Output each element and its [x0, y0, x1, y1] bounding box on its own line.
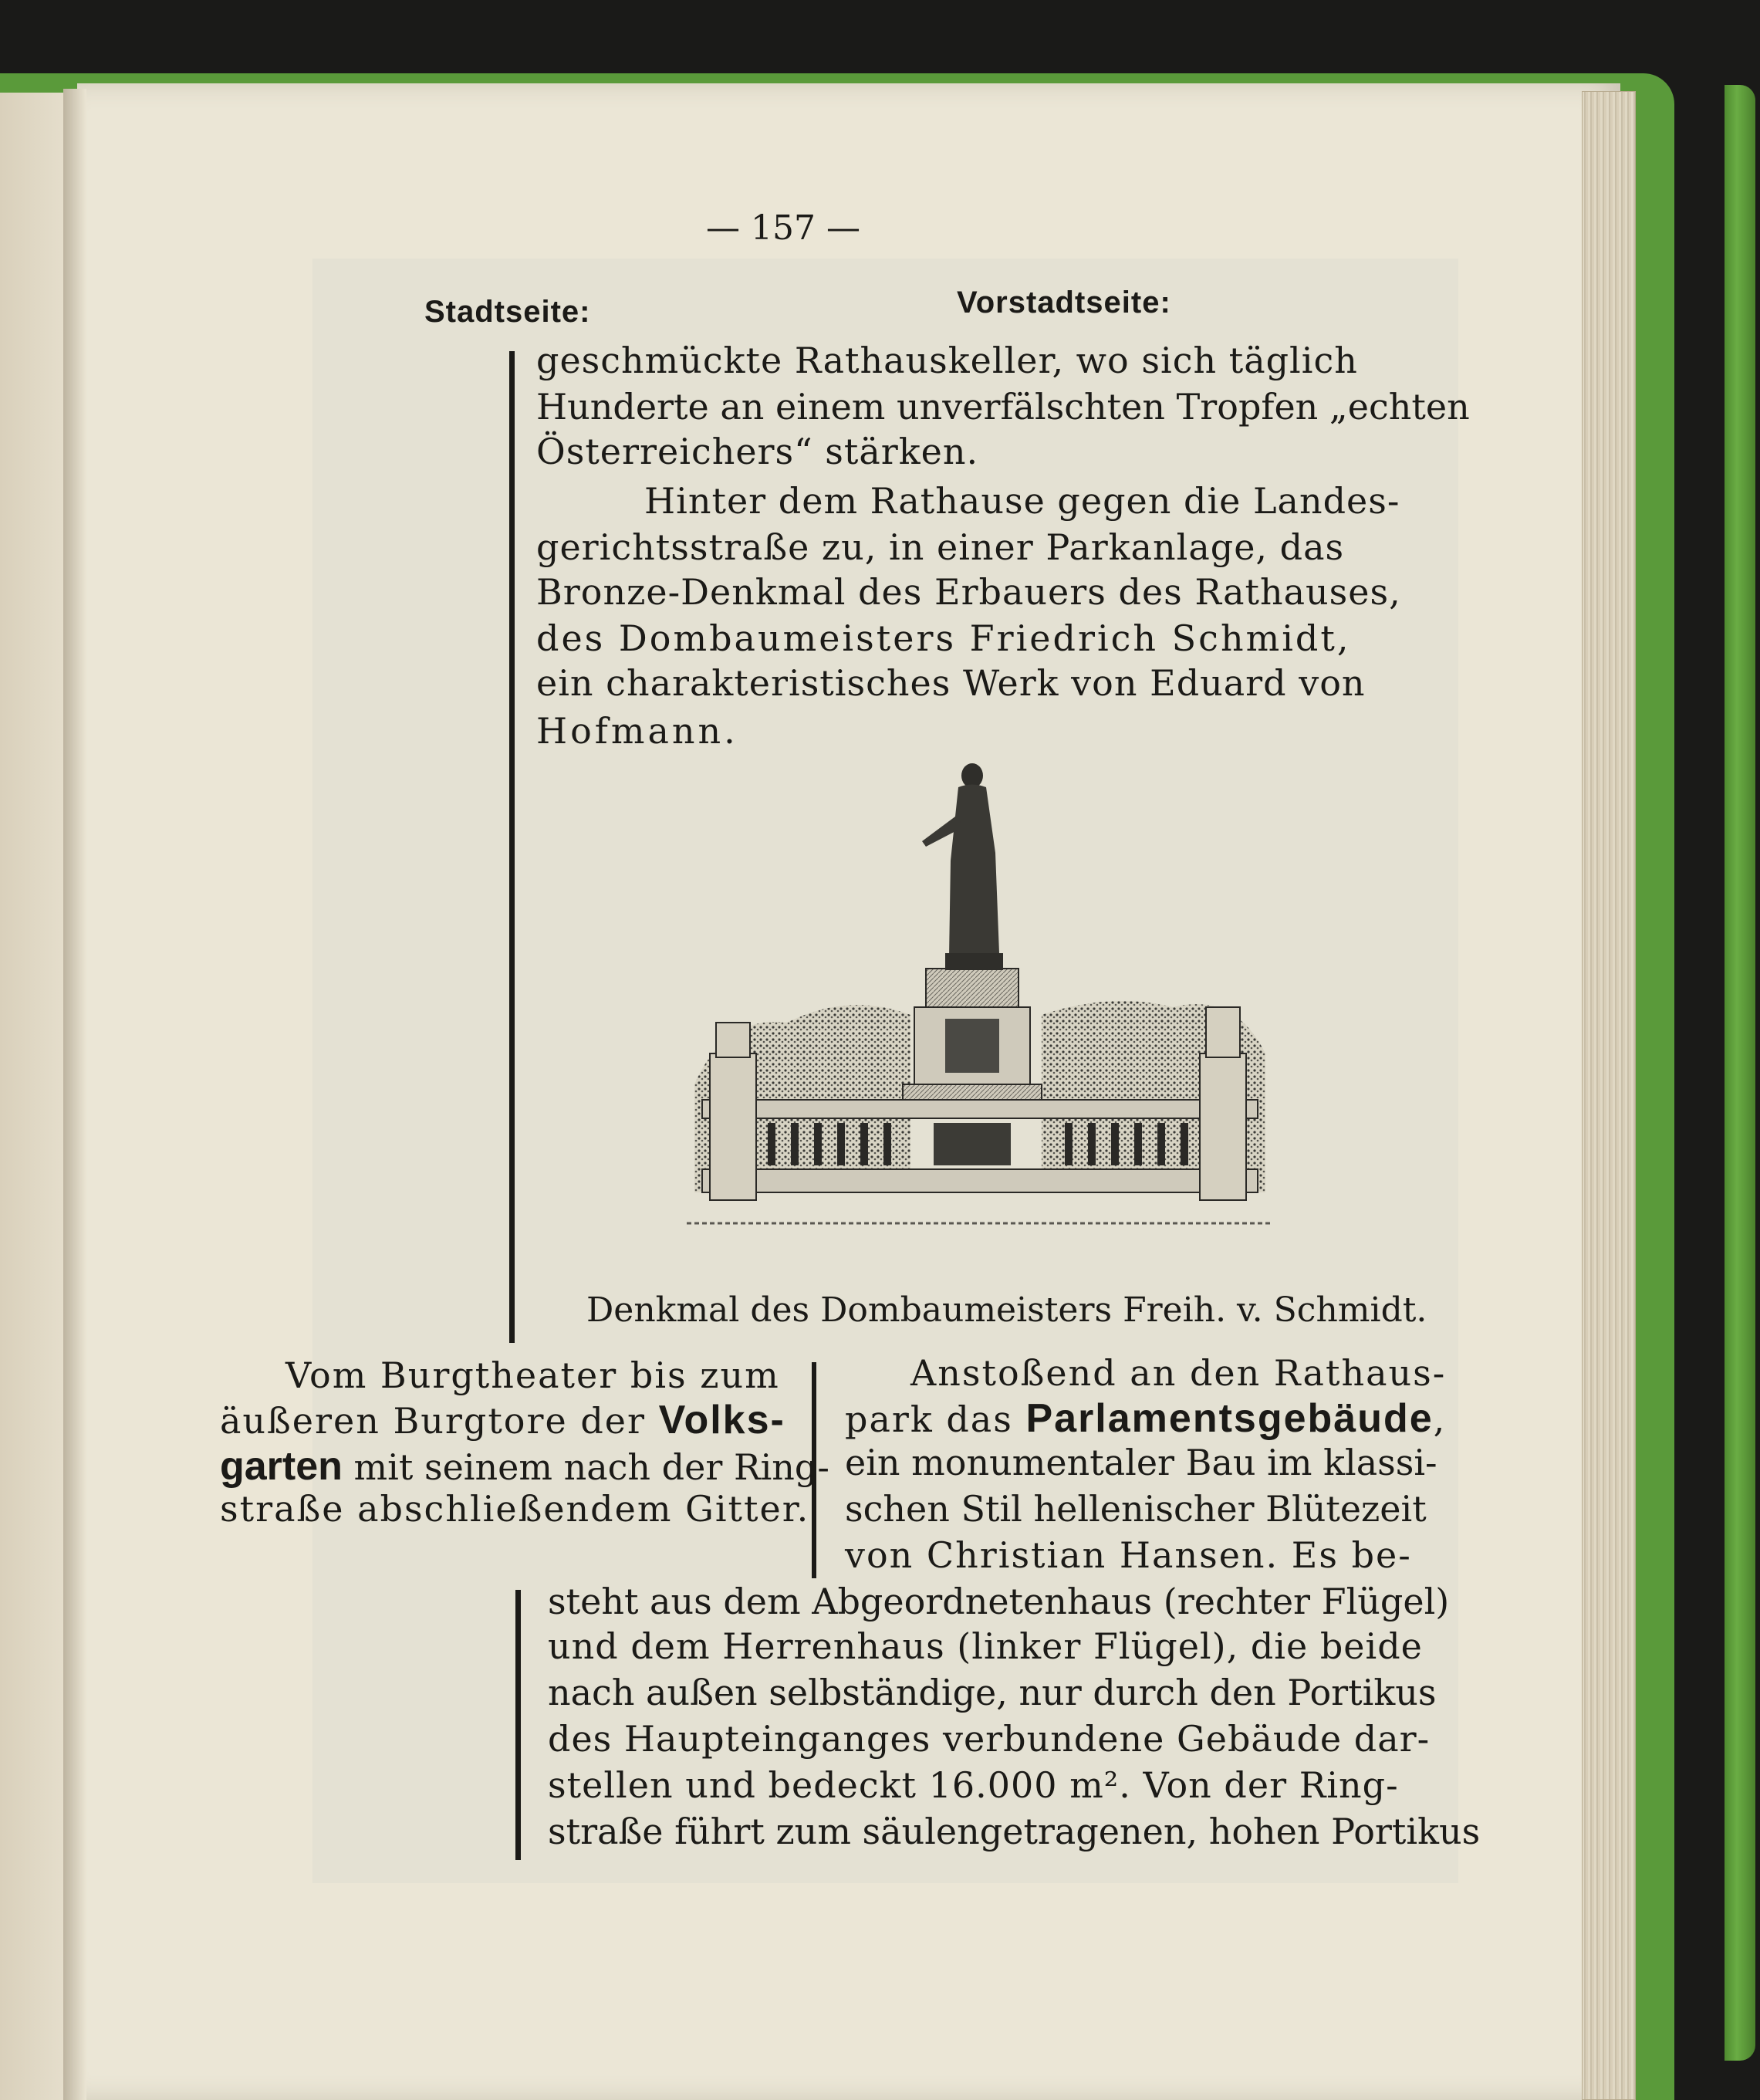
- text-line: nach außen selbständige, nur durch den Portikus: [548, 1672, 1437, 1713]
- page-stack-edges: [1582, 91, 1636, 2100]
- text-line: Bronze-Denkmal des Erbauers des Rathauses,: [536, 571, 1401, 613]
- right-column-line: von Christian Hansen. Es be-: [845, 1534, 1412, 1576]
- left-page-edge: [0, 93, 69, 2100]
- text-line: Hunderte an einem unverfälschten Tropfen „echten: [536, 386, 1470, 428]
- left-column-line: garten mit seinem nach der Ring-: [220, 1444, 829, 1489]
- cover-edge: [1725, 85, 1755, 2061]
- heading-vorstadtseite: Vorstadtseite:: [957, 286, 1171, 320]
- text-line: Hinter dem Rathause gegen die Landes-: [644, 480, 1400, 522]
- left-column-line: äußeren Burgtore der Volks-: [220, 1398, 785, 1442]
- text-line: ein charakteristisches Werk von Eduard von: [536, 662, 1366, 704]
- right-column-line: ein monumentaler Bau im klassi-: [845, 1442, 1437, 1483]
- highlight-parlamentsgebaeude: Parlamentsgebäude: [1025, 1396, 1434, 1441]
- right-column-line: schen Stil hellenischer Blütezeit: [845, 1488, 1427, 1530]
- text-line: Österreichers“ stärken.: [536, 431, 979, 472]
- rule-top-block: [509, 351, 515, 1343]
- left-column-line: straße abschließendem Gitter.: [220, 1488, 810, 1530]
- rule-bottom-block: [515, 1590, 521, 1860]
- heading-stadtseite: Stadtseite:: [424, 295, 591, 329]
- text-line: Hofmann.: [536, 710, 738, 752]
- text-line: und dem Herrenhaus (linker Flügel), die beide: [548, 1625, 1423, 1667]
- text-line: stellen und bedeckt 16.000 m². Von der Ring-: [548, 1764, 1399, 1806]
- book-gutter: [63, 89, 86, 2100]
- text-line: gerichtsstraße zu, in einer Parkanlage, das: [536, 526, 1345, 568]
- monument-illustration: [679, 760, 1281, 1270]
- text-line: des Haupteinganges verbundene Gebäude dar-: [548, 1718, 1431, 1760]
- right-column-line: park das Parlamentsgebäude,: [845, 1396, 1447, 1441]
- text-line: straße führt zum säulengetragenen, hohen Portikus: [548, 1811, 1481, 1852]
- right-column-line: Anstoßend an den Rathaus-: [910, 1352, 1447, 1394]
- highlight-volksgarten: Volks-: [658, 1398, 785, 1442]
- page-number: — 157 —: [706, 208, 860, 248]
- left-column-line: Vom Burgtheater bis zum: [285, 1354, 780, 1396]
- highlight-garten: garten: [220, 1444, 343, 1489]
- text-line: steht aus dem Abgeordnetenhaus (rechter Flügel): [548, 1581, 1450, 1622]
- figure-caption: Denkmal des Dombaumeisters Freih. v. Schmidt.: [586, 1290, 1427, 1330]
- text-line: des Dombaumeisters Friedrich Schmidt,: [536, 617, 1351, 659]
- text-line: geschmückte Rathauskeller, wo sich täglich: [536, 340, 1358, 381]
